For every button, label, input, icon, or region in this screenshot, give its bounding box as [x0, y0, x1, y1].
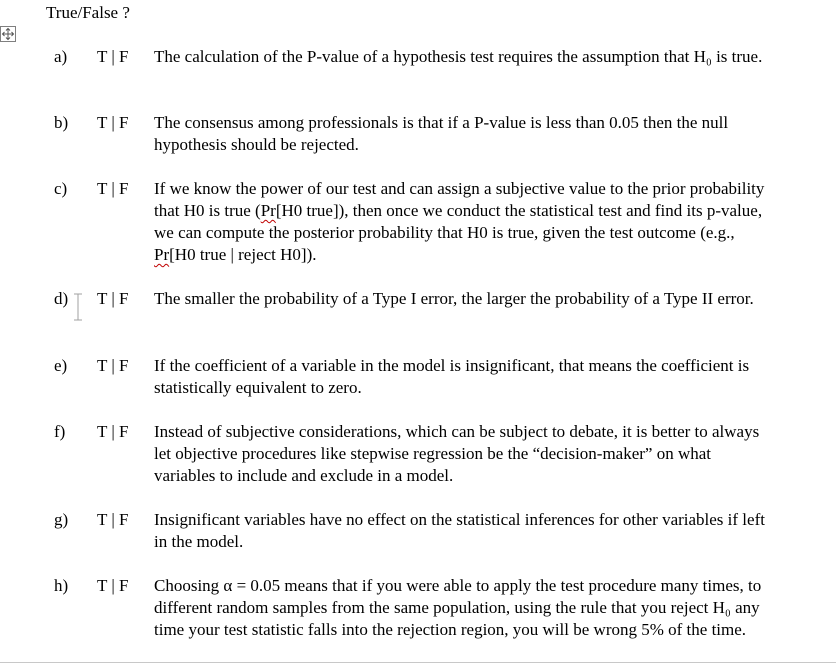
true-false-choice[interactable]: T | F — [97, 510, 129, 529]
statement-part: If we know the power of our test and can assign a subjective value to the prior probability that H0 is true ( — [154, 179, 765, 220]
question-statement — [154, 178, 769, 266]
question-letter: d) — [54, 289, 69, 308]
table-move-handle-icon[interactable] — [0, 26, 16, 42]
true-false-choice[interactable]: T | F — [97, 179, 129, 198]
question-letter: e) — [54, 356, 68, 375]
question-letter: f) — [54, 422, 66, 441]
true-false-choice[interactable]: T | F — [97, 356, 129, 375]
question-letter: g) — [54, 510, 69, 529]
question-statement: Insignificant variables have no effect on the statistical inferences for other variables if left in the model. — [154, 510, 765, 551]
question-letter: c) — [54, 179, 68, 198]
spelling-flag[interactable]: Pr — [154, 245, 170, 264]
page-bottom-rule — [0, 662, 836, 663]
spelling-flag[interactable]: Pr — [260, 201, 276, 220]
true-false-choice[interactable]: T | F — [97, 576, 129, 595]
quiz-heading: True/False ? — [46, 3, 130, 22]
true-false-choice[interactable]: T | F — [97, 47, 129, 66]
question-statement: The calculation of the P-value of a hypothesis test requires the assumption that H₀ is true. — [154, 47, 763, 66]
question-statement: The consensus among professionals is that if a P-value is less than 0.05 then the null hypothesis should be rejected. — [154, 113, 729, 154]
question-statement: If the coefficient of a variable in the model is insignificant, that means the coefficient is statistically equivalent to zero. — [154, 356, 750, 397]
true-false-choice[interactable]: T | F — [97, 289, 129, 308]
question-letter: b) — [54, 113, 69, 132]
question-statement: Choosing α = 0.05 means that if you were able to apply the test procedure many times, to different random samples from the same population, using the rule that you reject H₀ any time your test statistic falls into the rejection region, you will be wrong 5% of the time. — [154, 576, 762, 639]
question-letter: a) — [54, 47, 68, 66]
question-letter: h) — [54, 576, 69, 595]
true-false-choice[interactable]: T | F — [97, 422, 129, 441]
question-statement: The smaller the probability of a Type I error, the larger the probability of a Type II error. — [154, 289, 754, 308]
statement-part: [H0 true | reject H0]). — [169, 245, 317, 264]
question-statement: Instead of subjective considerations, which can be subject to debate, it is better to always let objective procedures like stepwise regression be the “decision-maker” on what variables to include and exclude in a model. — [154, 422, 760, 485]
text-cursor-icon — [72, 292, 84, 322]
statement-part: [H0 true]), then once we conduct the statistical test and find its p-value, we can compute the posterior probability that H0 is true, given the test outcome (e.g., — [154, 201, 763, 242]
true-false-choice[interactable]: T | F — [97, 113, 129, 132]
